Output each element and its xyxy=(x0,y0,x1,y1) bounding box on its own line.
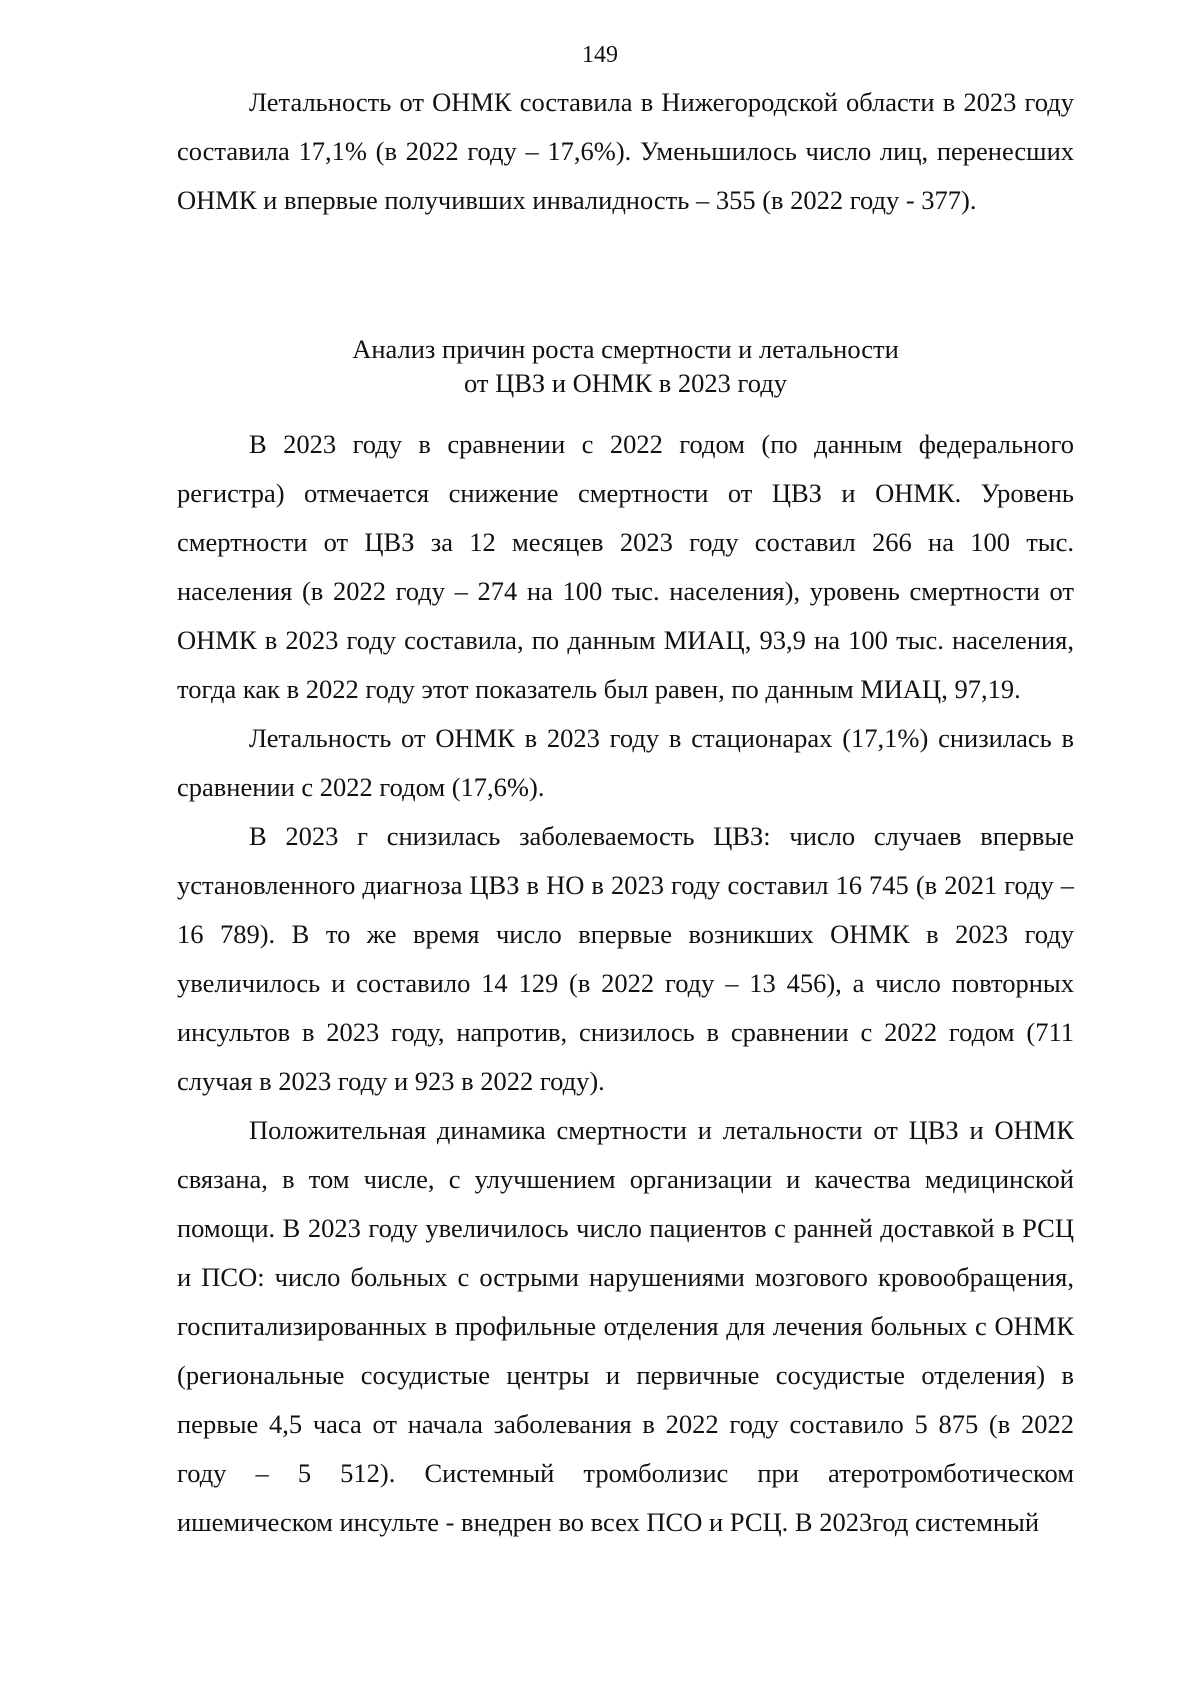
main-section xyxy=(177,420,1074,1547)
paragraph-dynamics: Положительная динамика смертности и летальности от ЦВЗ и ОНМК связана, в том числе, с улучшением организации и качества медицинской помощи. В 2023 году увеличилось число пациентов с ранней доставкой в РСЦ и ПСО: число больных с острыми нарушениями мозгового кровообращения, госпитализированных в профильные отделения для лечения больных с ОНМК (региональные сосудистые центры и первичные сосудистые отделения) в первые 4,5 часа от начала заболевания в 2022 году составило 5 875 (в 2022 году – 5 512). Системный тромболизис при атеротромботическом ишемическом инсульте - внедрен во всех ПСО и РСЦ. В 2023год системный xyxy=(177,1115,1074,1537)
paragraph-lethality: Летальность от ОНМК в 2023 году в стационарах (17,1%) снизилась в сравнении с 2022 годом (17,6%). xyxy=(177,723,1074,802)
heading-line-2: от ЦВЗ и ОНМК в 2023 году xyxy=(464,368,787,398)
section-heading xyxy=(177,332,1074,400)
heading-line-1: Анализ причин роста смертности и летальности xyxy=(352,334,899,364)
intro-section xyxy=(177,78,1074,225)
paragraph-mortality: В 2023 году в сравнении с 2022 годом (по данным федерального регистра) отмечается снижение смертности от ЦВЗ и ОНМК. Уровень смертности от ЦВЗ за 12 месяцев 2023 году составил 266 на 100 тыс. населения (в 2022 году – 274 на 100 тыс. населения), уровень смертности от ОНМК в 2023 году составила, по данным МИАЦ, 93,9 на 100 тыс. населения, тогда как в 2022 году этот показатель был равен, по данным МИАЦ, 97,19. xyxy=(177,429,1074,704)
intro-paragraph: Летальность от ОНМК составила в Нижегородской области в 2023 году составила 17,1% (в 2022 году – 17,6%). Уменьшилось число лиц, перенесших ОНМК и впервые получивших инвалидность – 355 (в 2022 году - 377). xyxy=(177,87,1074,215)
page-number: 149 xyxy=(582,42,618,68)
paragraph-incidence: В 2023 г снизилась заболеваемость ЦВЗ: число случаев впервые установленного диагноза ЦВЗ в НО в 2023 году составил 16 745 (в 2021 году – 16 789). В то же время число впервые возникших ОНМК в 2023 году увеличилось и составило 14 129 (в 2022 году – 13 456), а число повторных инсультов в 2023 году, напротив, снизилось в сравнении с 2022 годом (711 случая в 2023 году и 923 в 2022 году). xyxy=(177,821,1074,1096)
